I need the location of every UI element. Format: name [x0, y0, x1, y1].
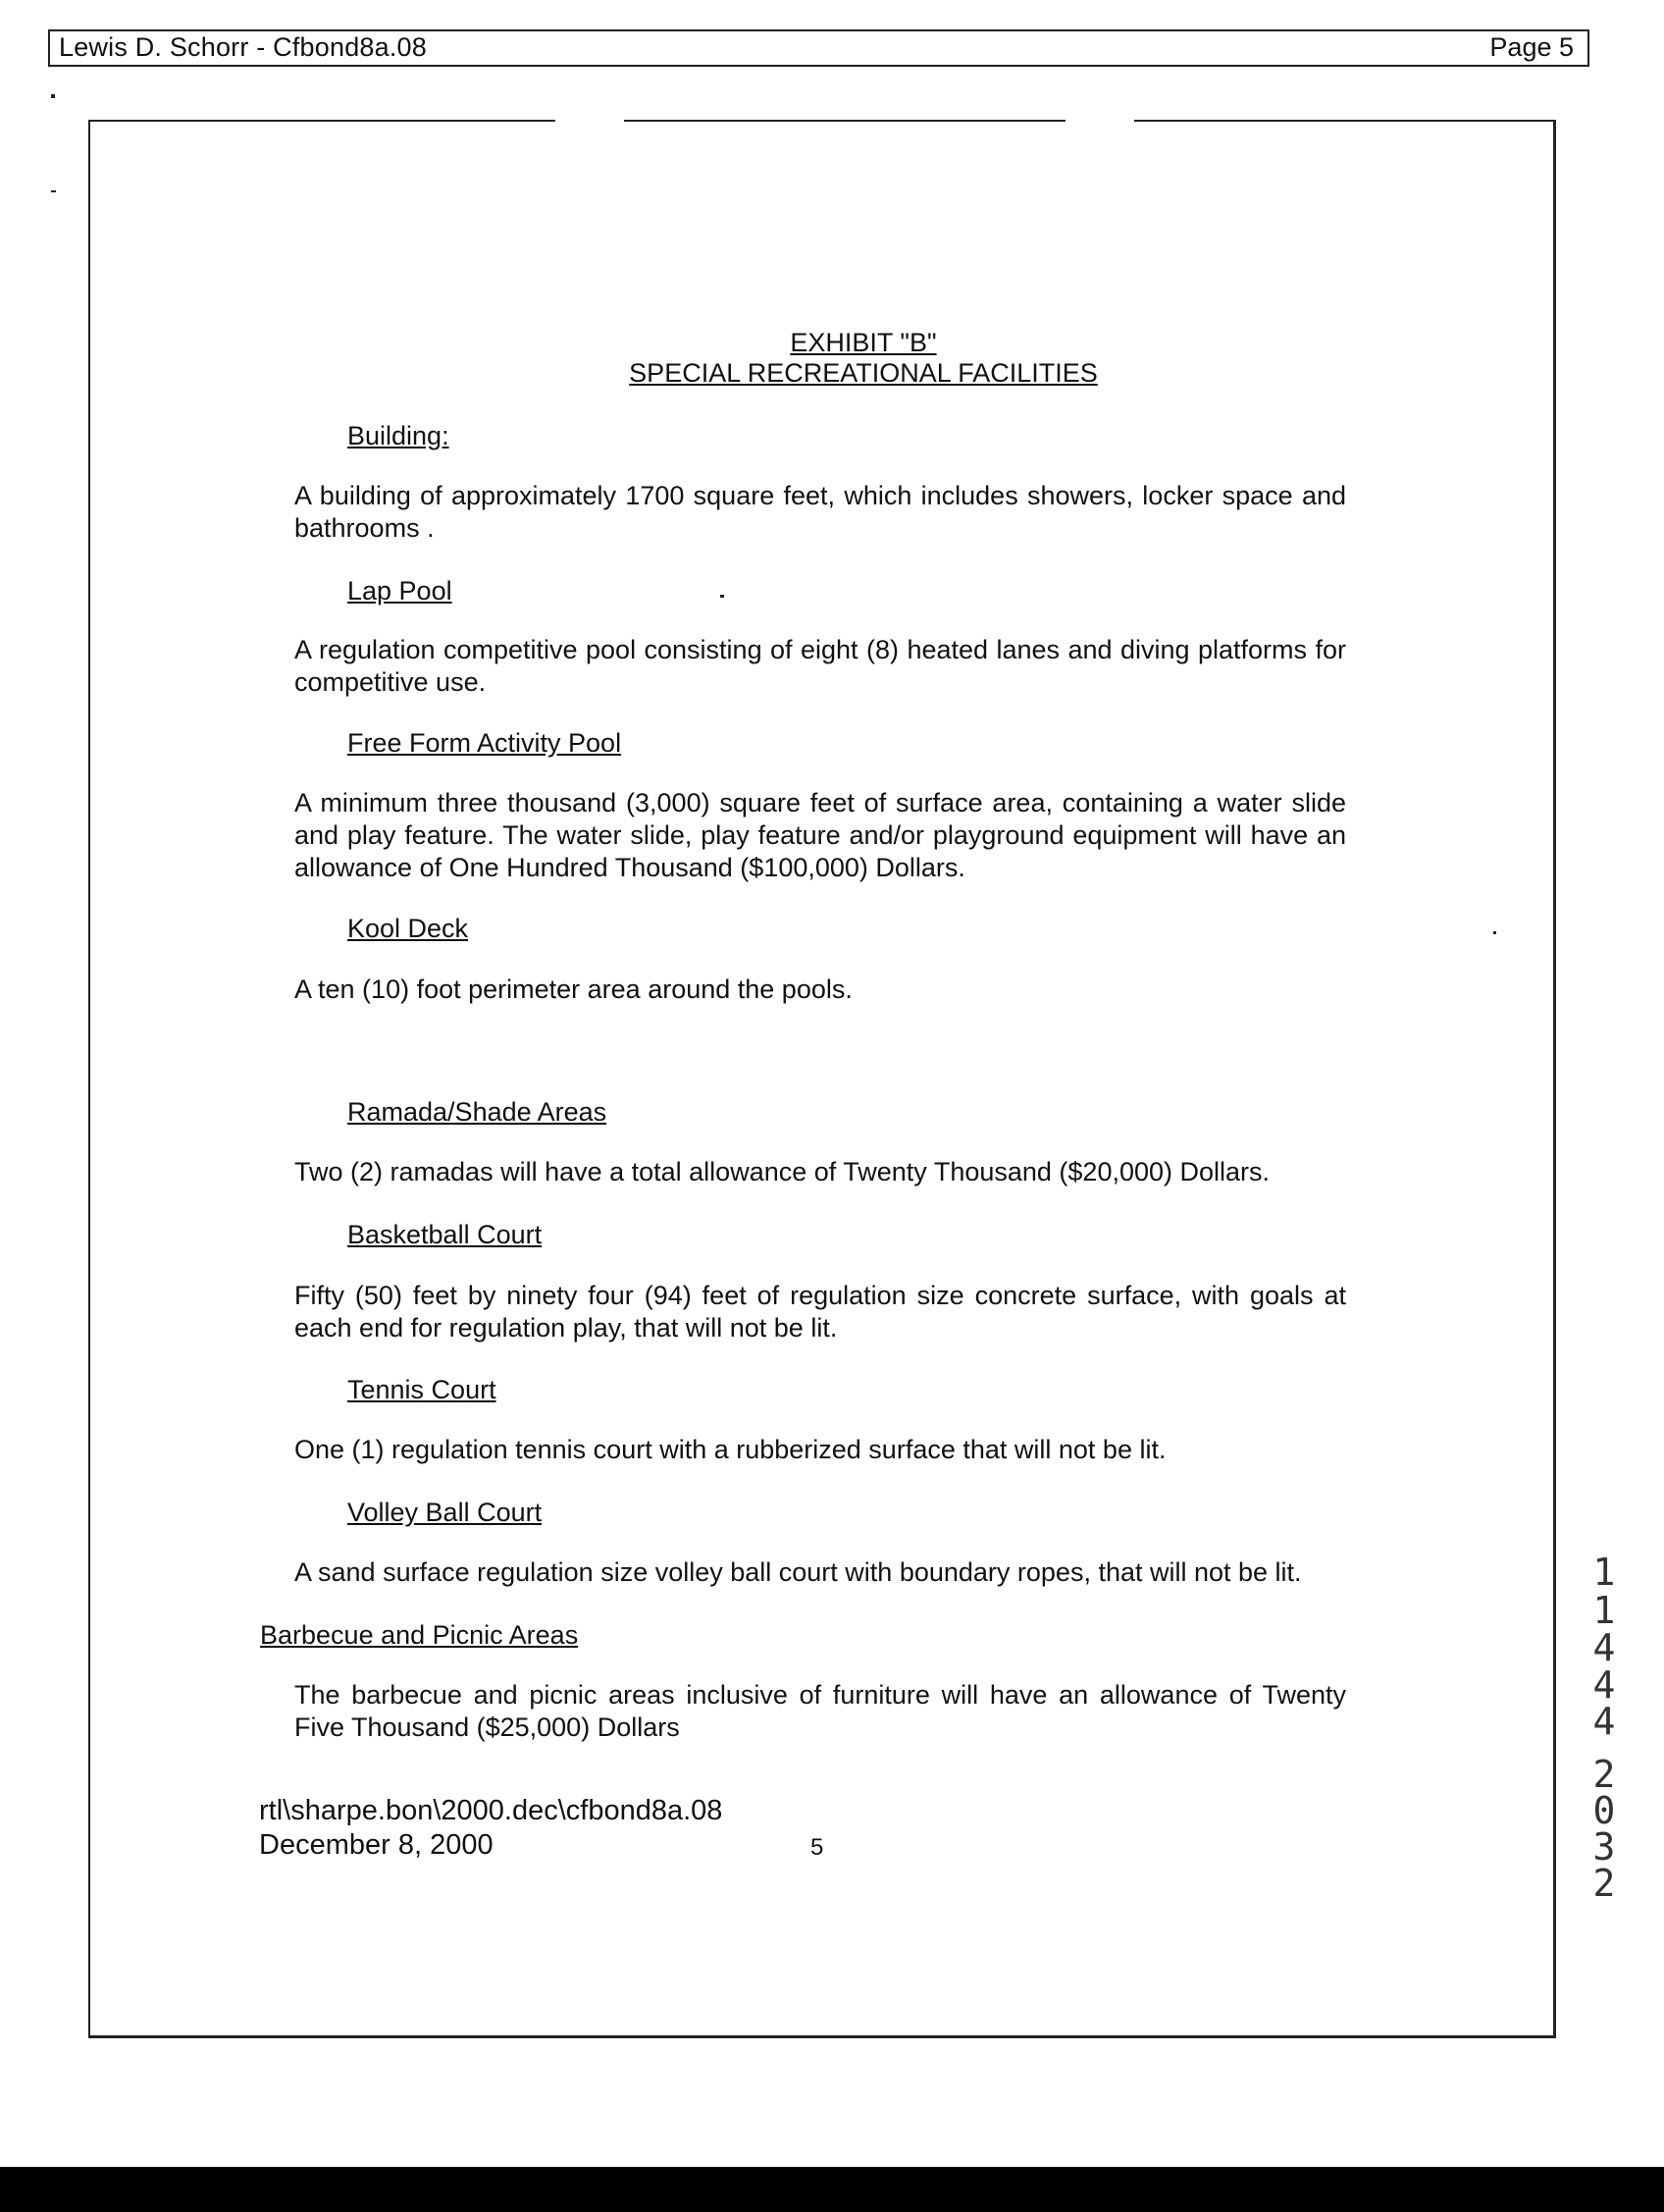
scan-speck	[1493, 931, 1496, 934]
frame-top-segment	[1134, 120, 1556, 122]
section-heading: Basketball Court	[347, 1220, 543, 1249]
side-stamp-digit: 0	[1592, 1789, 1616, 1832]
side-stamp-digit: 2	[1592, 1753, 1616, 1796]
section-text: A building of approximately 1700 square feet, which includes showers, locker space and bathrooms .	[294, 481, 1346, 543]
side-stamp-digit: 3	[1592, 1825, 1616, 1869]
section-heading: Ramada/Shade Areas	[347, 1097, 607, 1127]
scan-speck	[720, 595, 724, 598]
section-text: Two (2) ramadas will have a total allowance of Twenty Thousand ($20,000) Dollars.	[294, 1157, 1271, 1186]
section-text: A ten (10) foot perimeter area around the pools.	[294, 974, 853, 1004]
exhibit-subtitle: SPECIAL RECREATIONAL FACILITIES	[629, 358, 1098, 388]
section-text: Fifty (50) feet by ninety four (94) feet of regulation size concrete surface, with goals at each end for regulation play, that will not be lit.	[294, 1281, 1346, 1343]
section-text: A regulation competitive pool consisting of eight (8) heated lanes and diving platforms for competitive use.	[294, 635, 1346, 697]
side-stamp-digit: 4	[1592, 1700, 1616, 1743]
header-page-label: Page 5	[1489, 32, 1574, 62]
section-text: A sand surface regulation size volley ball court with boundary ropes, that will not be lit.	[294, 1557, 1302, 1587]
side-stamp-digit: 1	[1592, 1589, 1616, 1632]
scan-speck	[51, 190, 56, 192]
side-stamp-digit: 4	[1592, 1626, 1616, 1669]
side-stamp-digit: 1	[1592, 1551, 1616, 1594]
footer-page-number: 5	[810, 1834, 824, 1861]
scan-speck	[51, 94, 55, 98]
section-heading: Kool Deck	[347, 914, 469, 943]
section-heading: Free Form Activity Pool	[347, 728, 622, 758]
section-heading: Tennis Court	[347, 1375, 496, 1404]
frame-top-segment	[624, 120, 1066, 122]
section-text: One (1) regulation tennis court with a rubberized surface that will not be lit.	[294, 1435, 1167, 1464]
section-text: The barbecue and picnic areas inclusive of furniture will have an allowance of Twenty Five Thousand ($25,000) Dollars	[294, 1680, 1346, 1742]
side-stamp-digit: 4	[1592, 1663, 1616, 1707]
header-document-id: Lewis D. Schorr - Cfbond8a.08	[59, 32, 427, 62]
section-heading: Building:	[347, 421, 449, 450]
section-heading: Volley Ball Court	[347, 1498, 543, 1527]
section-heading: Lap Pool	[347, 576, 452, 606]
side-stamp-digit: 2	[1592, 1862, 1616, 1905]
footer-file-path: rtl\sharpe.bon\2000.dec\cfbond8a.08	[259, 1795, 723, 1826]
section-text: A minimum three thousand (3,000) square feet of surface area, containing a water slide and play feature. The water slide, play feature and/or playground equipment will have an allowance of One Hundred Thousand ($100,000) Dollars.	[294, 788, 1346, 882]
footer-date: December 8, 2000	[259, 1829, 494, 1861]
frame-top-segment	[88, 120, 555, 122]
scan-bottom-edge	[0, 2167, 1664, 2212]
page-frame	[88, 120, 1556, 2038]
section-heading: Barbecue and Picnic Areas	[260, 1620, 579, 1650]
exhibit-title: EXHIBIT "B"	[790, 328, 937, 357]
